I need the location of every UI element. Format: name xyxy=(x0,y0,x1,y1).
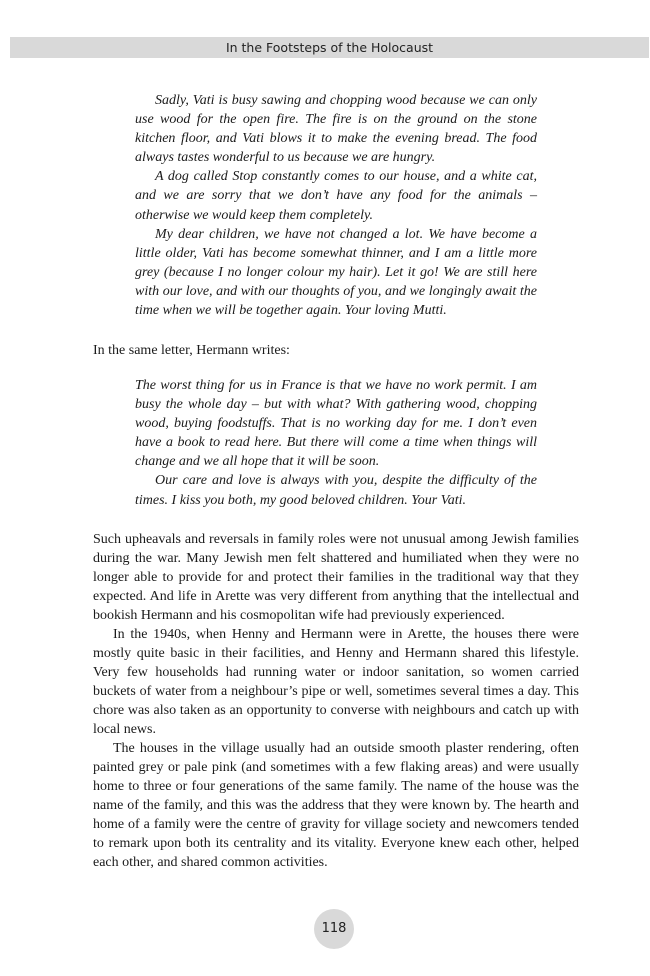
body-text xyxy=(93,530,579,872)
page-number: 118 xyxy=(314,909,354,949)
body-paragraph: In the 1940s, when Henny and Hermann were in Arette, the houses there were mostly quite basic in their facilities, and Henny and Hermann shared this lifestyle. Very few households had running water or indoor sanitation, so women carried buckets of water from a neighbour’s pipe or well, sometimes several times a day. This chore was also taken as an opportunity to converse with neighbours and catch up with local news. xyxy=(93,627,579,737)
quote-paragraph: A dog called Stop constantly comes to our house, and a white cat, and we are sorry that we don’t have any food for the animals – otherwise we would keep them completely. xyxy=(135,169,537,223)
quote-paragraph: Sadly, Vati is busy sawing and chopping wood because we can only use wood for the open fire. The fire is on the ground on the stone kitchen floor, and Vati blows it to make the evening bread. The food always tastes wonderful to us because we are hungry. xyxy=(135,93,537,166)
block-quote-mutti-letter xyxy=(135,91,537,320)
quote-paragraph: The worst thing for us in France is that we have no work permit. I am busy the whole day – but with what? With gathering wood, chopping wood, buying foodstuffs. That is no working day for me. I don’t even have a book to read here. But there will come a time when things will change and we all hope that it will be soon. xyxy=(135,378,537,470)
running-header: In the Footsteps of the Holocaust xyxy=(10,37,649,58)
block-quote-vati-letter xyxy=(135,376,537,510)
quote-paragraph: My dear children, we have not changed a lot. We have become a little older, Vati has become somewhat thinner, and I am a little more grey (because I no longer colour my hair). Let it go! We are still here with our love, and with our thoughts of you, and we longingly await the time when we will be together again. Your loving Mutti. xyxy=(135,226,537,319)
body-paragraph: Such upheavals and reversals in family roles were not unusual among Jewish families during the war. Many Jewish men felt shattered and humiliated when they were no longer able to provide for and protect their families in the traditional way that they expected. And life in Arette was very different from anything that the intellectual and bookish Hermann and his cosmopolitan wife had previously experienced. xyxy=(93,532,579,623)
body-paragraph: The houses in the village usually had an outside smooth plaster rendering, often painted grey or pale pink (and sometimes with a few flaking areas) and were usually home to three or four generations of the same family. The name of the house was the name of the family, and this was the address that they were known by. The hearth and home of a family were the centre of gravity for village society and newcomers tended to remark upon both its centrality and its vitality. Everyone knew each other, helped each other, and shared common activities. xyxy=(93,741,579,870)
quote-paragraph: Our care and love is always with you, despite the difficulty of the times. I kiss you both, my good beloved children. Your Vati. xyxy=(135,473,537,508)
intro-line: In the same letter, Hermann writes: xyxy=(93,343,290,358)
